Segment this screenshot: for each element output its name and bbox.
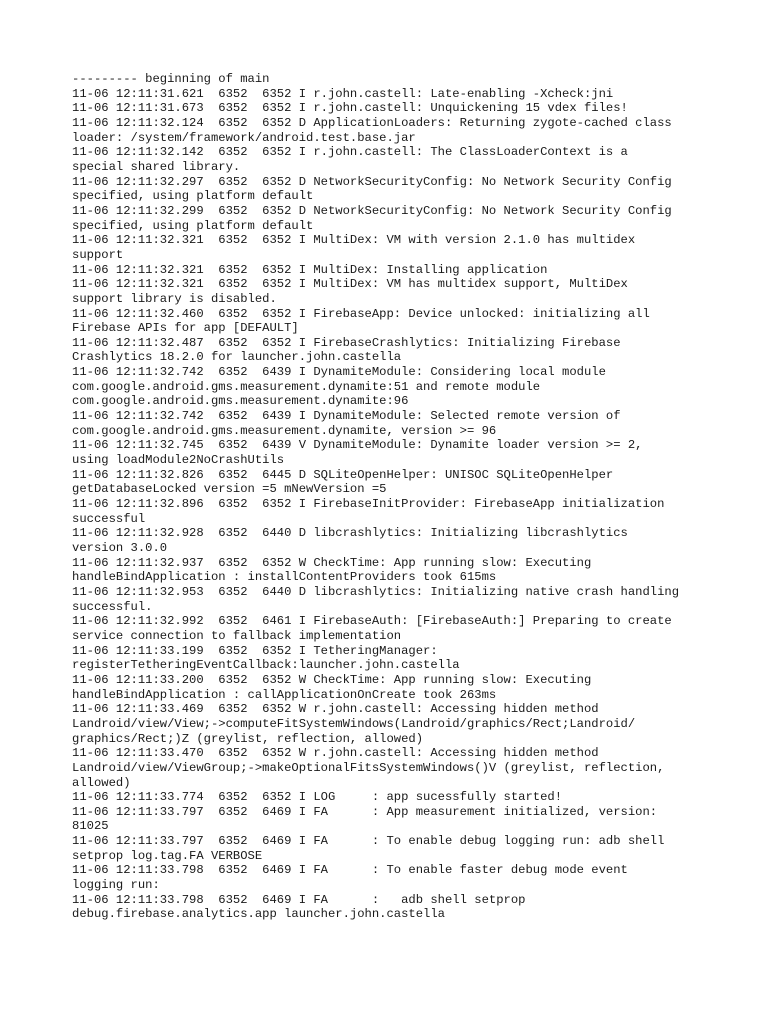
log-line: 11-06 12:11:32.124 6352 6352 D ApplicationLoaders: Returning zygote-cached class [72, 115, 672, 130]
log-line: 11-06 12:11:32.321 6352 6352 I MultiDex: Installing application [72, 262, 548, 277]
log-line: 11-06 12:11:33.470 6352 6352 W r.john.castell: Accessing hidden method [72, 746, 599, 761]
log-line: handleBindApplication : installContentProviders took 615ms [72, 570, 497, 585]
log-line: successful [72, 511, 146, 526]
log-line: version 3.0.0 [72, 541, 168, 555]
log-line: getDatabaseLocked version =5 mNewVersion =5 [72, 482, 387, 497]
log-line: 11-06 12:11:32.297 6352 6352 D NetworkSecurityConfig: No Network Security Config [72, 174, 672, 189]
log-line: 11-06 12:11:32.742 6352 6439 I DynamiteModule: Selected remote version of [72, 409, 621, 424]
log-line: Landroid/view/View;->computeFitSystemWindows(Landroid/graphics/Rect;Landroid/ [72, 716, 636, 731]
log-line: special shared library. [72, 159, 241, 174]
log-line: specified, using platform default [72, 218, 314, 233]
log-line: com.google.android.gms.measurement.dynamite:96 [72, 394, 409, 409]
log-body [72, 72, 712, 922]
log-line: 11-06 12:11:33.774 6352 6352 I LOG : app sucessfully started! [72, 790, 563, 805]
log-line: 11-06 12:11:31.673 6352 6352 I r.john.castell: Unquickening 15 vdex files! [72, 101, 628, 116]
log-line: --------- beginning of main [72, 72, 270, 86]
log-line: 11-06 12:11:32.992 6352 6461 I FirebaseAuth: [FirebaseAuth:] Preparing to create [72, 614, 672, 629]
log-line: 11-06 12:11:32.826 6352 6445 D SQLiteOpenHelper: UNISOC SQLiteOpenHelper [72, 467, 614, 482]
log-line: 11-06 12:11:32.937 6352 6352 W CheckTime: App running slow: Executing [72, 555, 592, 570]
log-line: 11-06 12:11:32.321 6352 6352 I MultiDex: VM with version 2.1.0 has multidex [72, 233, 636, 248]
log-line: setprop log.tag.FA VERBOSE [72, 848, 263, 863]
log-line: registerTetheringEventCallback:launcher.john.castella [72, 658, 460, 673]
log-line: 11-06 12:11:32.487 6352 6352 I FirebaseCrashlytics: Initializing Firebase [72, 335, 621, 350]
log-line: 11-06 12:11:32.745 6352 6439 V DynamiteModule: Dynamite loader version >= 2, [72, 438, 643, 453]
log-line: 11-06 12:11:33.798 6352 6469 I FA : To enable faster debug mode event [72, 863, 628, 878]
log-line: 11-06 12:11:32.460 6352 6352 I FirebaseApp: Device unlocked: initializing all [72, 306, 650, 321]
log-line: successful. [72, 599, 153, 614]
log-line: com.google.android.gms.measurement.dynamite, version >= 96 [72, 423, 497, 438]
log-line: 11-06 12:11:31.621 6352 6352 I r.john.castell: Late-enabling -Xcheck:jni [72, 86, 614, 101]
log-line: com.google.android.gms.measurement.dynamite:51 and remote module [72, 379, 541, 394]
log-line: 11-06 12:11:32.299 6352 6352 D NetworkSecurityConfig: No Network Security Config [72, 203, 672, 218]
log-line: support library is disabled. [72, 291, 277, 306]
log-line: support [72, 247, 124, 262]
log-line: 11-06 12:11:32.896 6352 6352 I FirebaseInitProvider: FirebaseApp initialization [72, 497, 665, 512]
log-line: 11-06 12:11:32.321 6352 6352 I MultiDex: VM has multidex support, MultiDex [72, 277, 628, 292]
log-line: 11-06 12:11:33.469 6352 6352 W r.john.castell: Accessing hidden method [72, 702, 599, 717]
log-line: logging run: [72, 878, 160, 893]
log-line: Firebase APIs for app [DEFAULT] [72, 321, 299, 336]
log-line: 11-06 12:11:33.798 6352 6469 I FA : adb shell setprop [72, 892, 526, 907]
log-line: 11-06 12:11:32.928 6352 6440 D libcrashlytics: Initializing libcrashlytics [72, 526, 628, 541]
log-line: loader: /system/framework/android.test.base.jar [72, 130, 416, 145]
log-line: graphics/Rect;)Z (greylist, reflection, allowed) [72, 731, 424, 746]
log-line: Landroid/view/ViewGroup;->makeOptionalFitsSystemWindows()V (greylist, reflection, [72, 760, 665, 775]
log-line: 11-06 12:11:33.200 6352 6352 W CheckTime: App running slow: Executing [72, 672, 592, 687]
log-line: 11-06 12:11:33.199 6352 6352 I TetheringManager: [72, 643, 438, 658]
log-line: 11-06 12:11:32.953 6352 6440 D libcrashlytics: Initializing native crash handling [72, 584, 680, 599]
log-line: 11-06 12:11:32.142 6352 6352 I r.john.castell: The ClassLoaderContext is a [72, 145, 628, 160]
log-document [72, 72, 712, 922]
log-line: service connection to fallback implementation [72, 628, 402, 643]
log-line: specified, using platform default [72, 189, 314, 204]
log-line: using loadModule2NoCrashUtils [72, 453, 285, 468]
log-line: 11-06 12:11:32.742 6352 6439 I DynamiteModule: Considering local module [72, 365, 606, 380]
log-line: Crashlytics 18.2.0 for launcher.john.castella [72, 350, 402, 365]
log-line: 11-06 12:11:33.797 6352 6469 I FA : To enable debug logging run: adb shell [72, 834, 665, 849]
log-line: 81025 [72, 819, 109, 834]
log-line: 11-06 12:11:33.797 6352 6469 I FA : App measurement initialized, version: [72, 804, 658, 819]
log-line: handleBindApplication : callApplicationOnCreate took 263ms [72, 687, 497, 702]
log-line: allowed) [72, 775, 131, 790]
log-line: debug.firebase.analytics.app launcher.john.castella [72, 907, 445, 922]
